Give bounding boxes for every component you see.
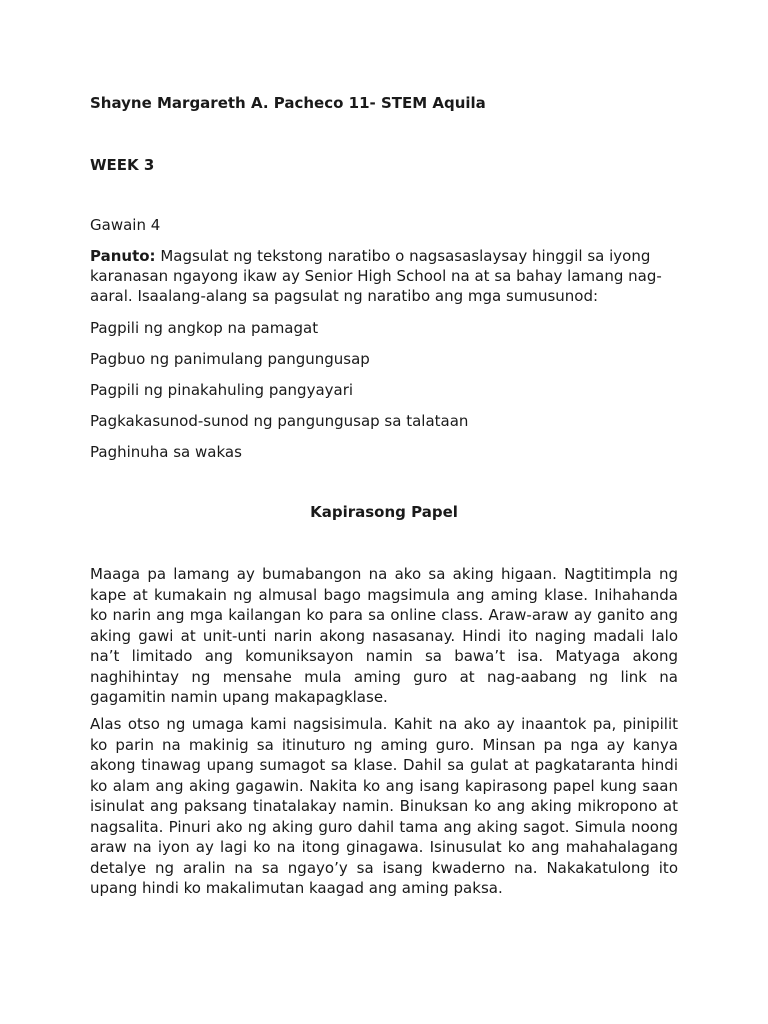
criteria-item: Pagkakasunod-sunod ng pangungusap sa talataan	[90, 412, 469, 430]
activity-label: Gawain 4	[90, 216, 161, 234]
essay-paragraph-2: Alas otso ng umaga kami nagsisimula. Kahit na ako ay inaantok pa, pinipilit ko parin na makinig sa itinuturo ng aming guro. Minsan pa nga ay kanya akong tinawag upang sumagot sa klase. Dahil sa gulat at pagkataranta hindi ko alam ang aking gagawin. Nakita ko ang isang kapirasong papel kung saan isinulat ang paksang tinatalakay namin. Binuksan ko ang aking mikropono at nagsalita. Pinuri ako ng aking guro dahil tama ang aking sagot. Simula noong araw na iyon ay lagi ko na itong ginagawa. Isinusulat ko ang mahahalagang detalye ng aralin na sa ngayo’y sa isang kwaderno na. Nakakatulong ito upang hindi ko makalimutan kaagad ang aming paksa.	[90, 715, 678, 897]
instructions-paragraph	[90, 246, 678, 306]
essay-paragraph-1: Maaga pa lamang ay bumabangon na ako sa aking higaan. Nagtitimpla ng kape at kumakain ng almusal bago magsimula ang aming klase. Inihahanda ko narin ang mga kailangan ko para sa online class. Araw-araw ay ganito ang aking gawi at unit-unti narin akong nasasanay. Hindi ito naging madali lalo na’t limitado ang komuniksayon namin sa bawa’t isa. Matyaga akong naghihintay ng mensahe mula aming guro at nag-aabang ng link na gagamitin namin upang makapagklase.	[90, 565, 678, 706]
criteria-item: Pagpili ng angkop na pamagat	[90, 319, 319, 337]
instructions-text: Magsulat ng tekstong naratibo o nagsasaslaysay hinggil sa iyong karanasan ngayong ikaw ay Senior High School na at sa bahay lamang nag-aaral. Isaalang-alang sa pagsulat ng naratibo ang mga sumusunod:	[90, 247, 662, 305]
author-line: Shayne Margareth A. Pacheco 11- STEM Aquila	[90, 94, 486, 112]
criteria-list	[90, 319, 678, 474]
criteria-item: Pagpili ng pinakahuling pangyayari	[90, 381, 354, 399]
criteria-item: Pagbuo ng panimulang pangungusap	[90, 350, 370, 368]
week-heading: WEEK 3	[90, 156, 155, 174]
essay-title: Kapirasong Papel	[310, 503, 458, 521]
criteria-item: Paghinuha sa wakas	[90, 443, 242, 461]
instructions-label: Panuto:	[90, 247, 156, 265]
